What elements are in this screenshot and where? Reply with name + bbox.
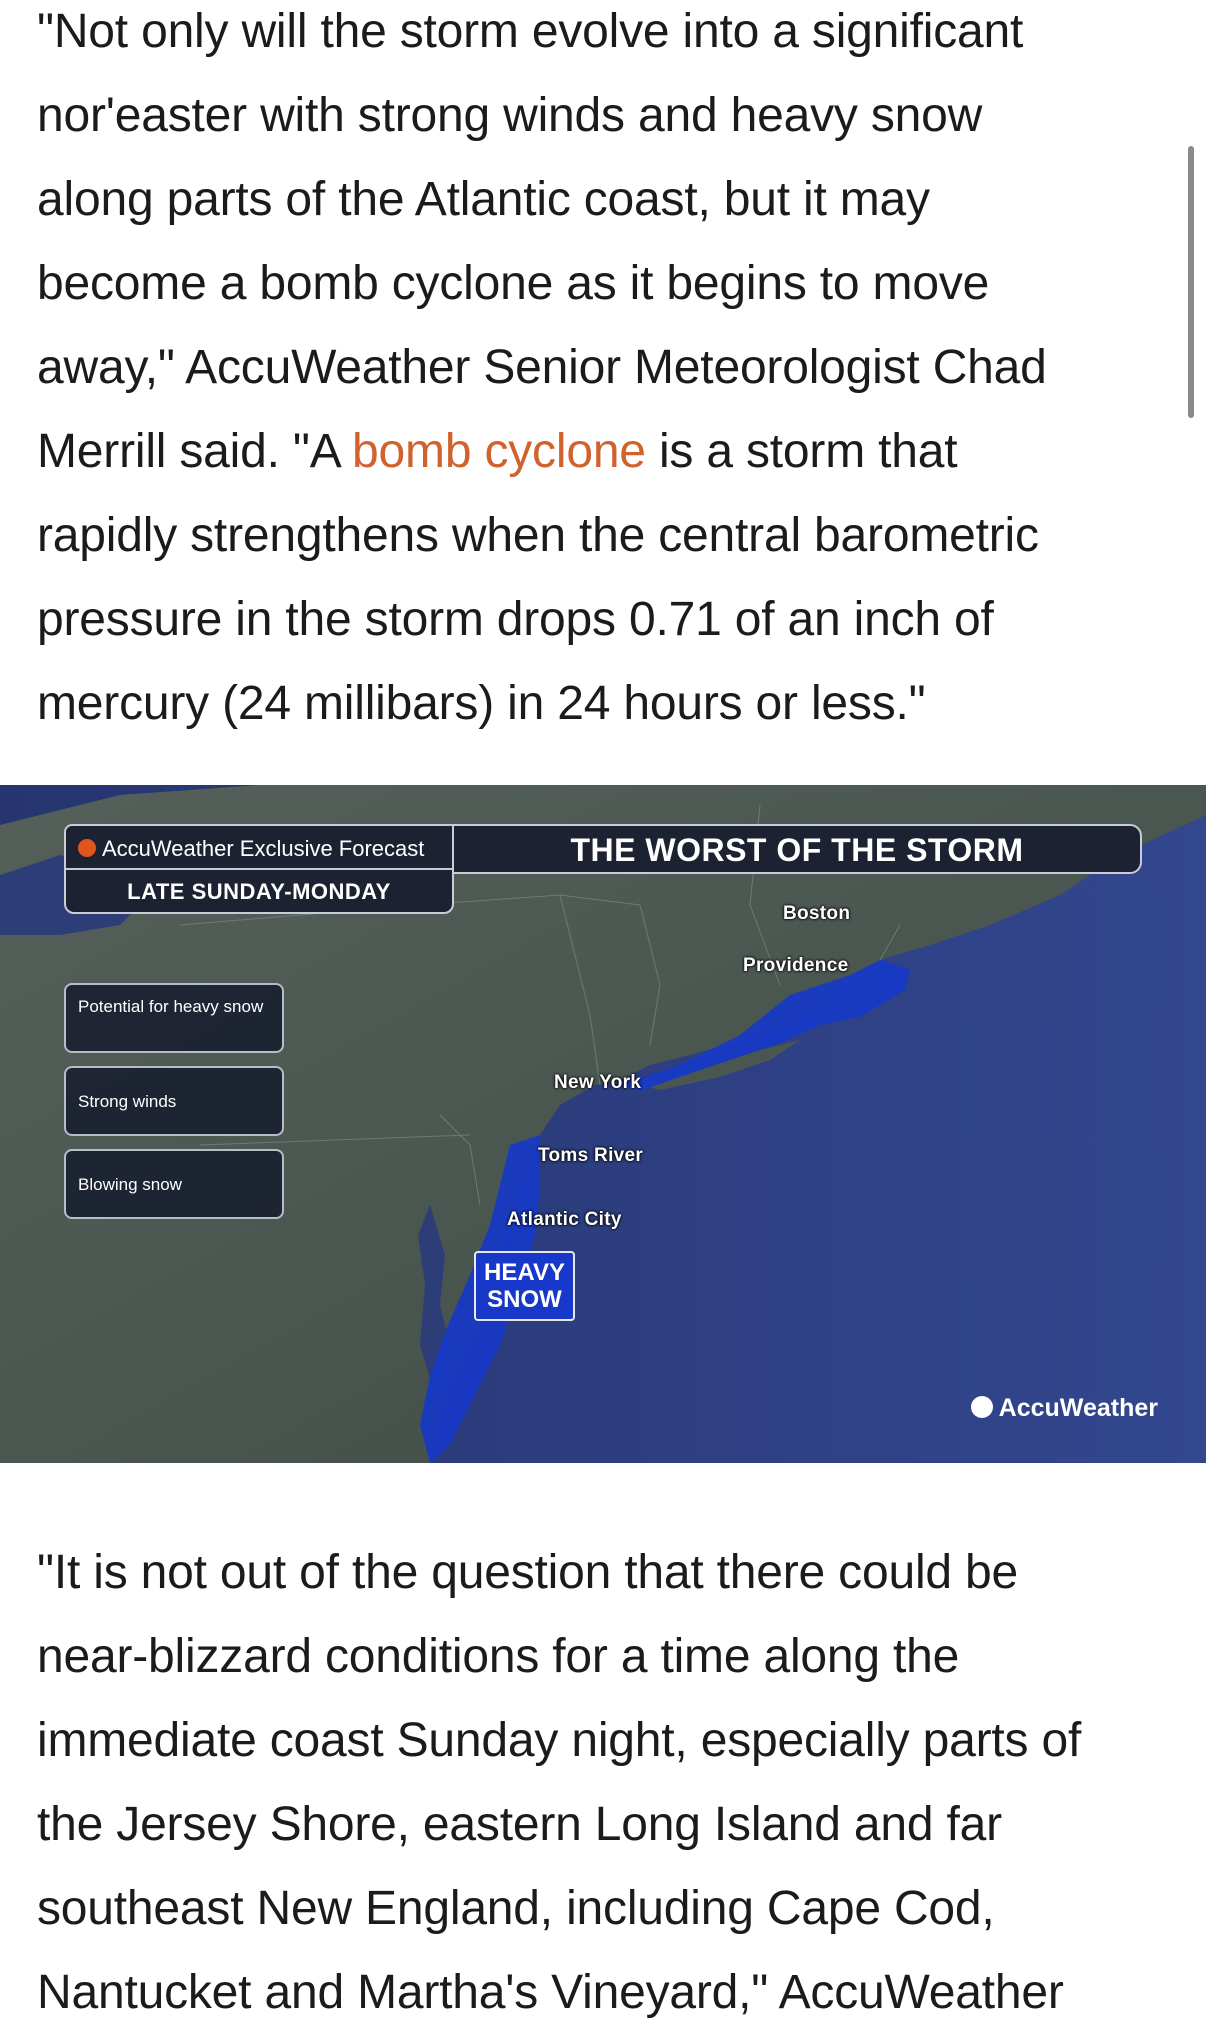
map-timeframe: LATE SUNDAY-MONDAY: [64, 868, 454, 914]
text-line: pressure in the storm drops 0.71 of an inch of: [37, 593, 994, 646]
city-label-providence: Providence: [743, 955, 849, 976]
city-label-boston: Boston: [783, 903, 851, 924]
text-line: mercury (24 millibars) in 24 hours or less.": [37, 677, 926, 730]
legend-item-blowing-snow: Blowing snow: [64, 1149, 284, 1219]
article-paragraph-1: [37, 0, 1157, 746]
map-title: THE WORST OF THE STORM: [452, 824, 1142, 874]
sun-icon: [971, 1396, 993, 1418]
storm-forecast-map: [0, 785, 1206, 1463]
bomb-cyclone-link[interactable]: bomb cyclone: [352, 425, 646, 478]
city-label-new-york: New York: [554, 1072, 642, 1093]
accuweather-sun-icon: [78, 839, 96, 857]
text-segment: Merrill said. "A: [37, 425, 353, 478]
heavy-snow-label: [474, 1251, 575, 1321]
text-line: the Jersey Shore, eastern Long Island and far: [37, 1798, 1002, 1851]
city-label-atlantic-city: Atlantic City: [507, 1209, 622, 1230]
text-line: "It is not out of the question that there could be: [37, 1546, 1019, 1599]
text-line: rapidly strengthens when the central barometric: [37, 509, 1039, 562]
text-segment: is a storm that: [645, 425, 958, 478]
legend-item-strong-winds: Strong winds: [64, 1066, 284, 1136]
text-line: southeast New England, including Cape Cod,: [37, 1882, 995, 1935]
text-line: Nantucket and Martha's Vineyard," AccuWeather: [37, 1966, 1064, 2019]
text-line: immediate coast Sunday night, especially parts of: [37, 1714, 1082, 1767]
text-line: near-blizzard conditions for a time along the: [37, 1630, 960, 1683]
text-line: "Not only will the storm evolve into a significant: [37, 5, 1024, 58]
heavy-snow-line: SNOW: [487, 1286, 562, 1313]
heavy-snow-line: HEAVY: [484, 1259, 565, 1286]
text-line: away," AccuWeather Senior Meteorologist Chad: [37, 341, 1047, 394]
text-line-with-link: [37, 410, 1157, 494]
forecast-badge-label: AccuWeather Exclusive Forecast: [102, 836, 425, 861]
city-label-toms-river: Toms River: [538, 1145, 644, 1166]
article-paragraph-2: [37, 1531, 1157, 2035]
forecast-badge: [64, 824, 454, 870]
text-line: nor'easter with strong winds and heavy snow: [37, 89, 983, 142]
text-line: along parts of the Atlantic coast, but it may: [37, 173, 930, 226]
legend-item-heavy-snow: Potential for heavy snow: [64, 983, 284, 1053]
accuweather-logo: [971, 1394, 1158, 1423]
text-line: become a bomb cyclone as it begins to move: [37, 257, 990, 310]
brand-name: AccuWeather: [998, 1394, 1158, 1422]
page-scrollbar[interactable]: [1188, 146, 1194, 418]
